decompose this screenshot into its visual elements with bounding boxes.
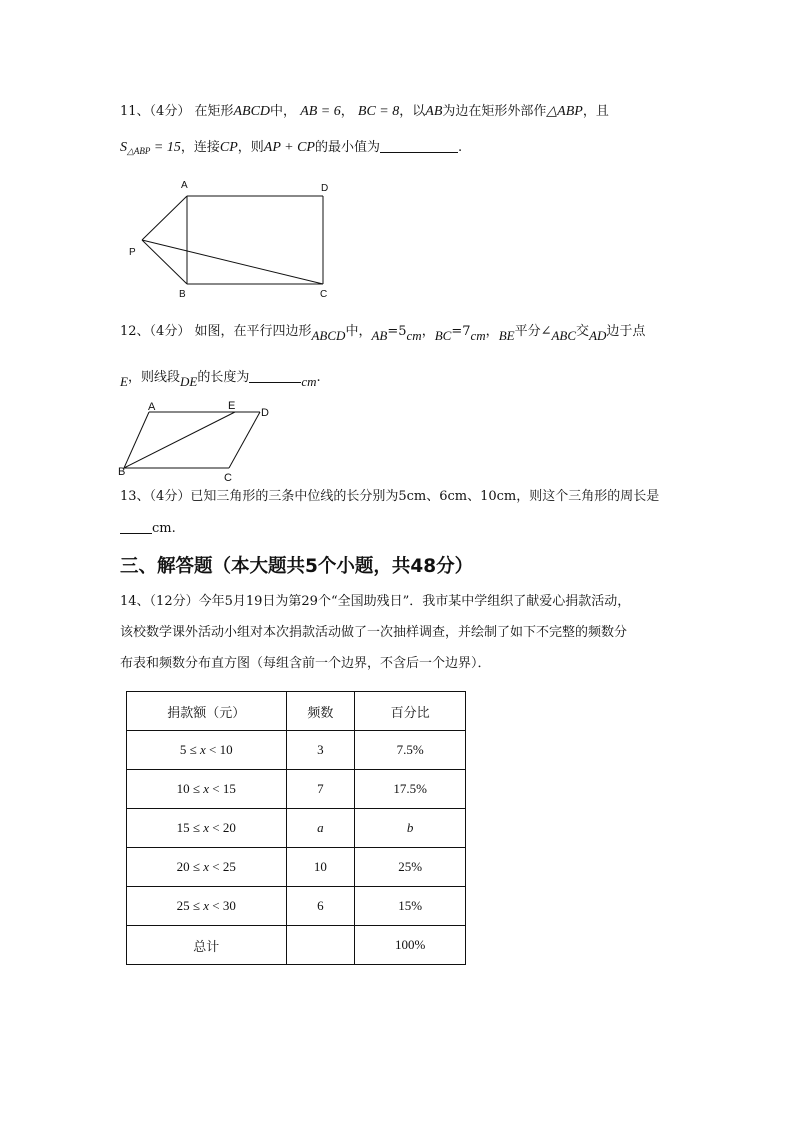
q12-de: DE [179, 374, 198, 389]
q13-line1 [120, 488, 659, 506]
frequency-cell: 6 [286, 887, 355, 926]
q12-line2 [120, 368, 321, 387]
q11-text: 的最小值为 [314, 140, 380, 155]
percentage-cell: 25% [355, 848, 466, 887]
q12-point-e: E [120, 374, 128, 389]
q11-expression: AP + CP [263, 140, 315, 155]
section3-title: 三、解答题（本大题共5个小题，共48分） [120, 556, 474, 577]
q12-angle: ABC [551, 328, 577, 343]
q12-unit: cm [470, 328, 486, 343]
q13-line2 [120, 520, 176, 538]
q12-text: ，则线段 [127, 370, 180, 385]
q12-text: 中， [345, 324, 372, 339]
q13-score: （4分） [149, 489, 191, 504]
q12-text: . [316, 370, 321, 385]
q11-figure [120, 175, 340, 305]
q11-area-value: = 15 [150, 140, 181, 155]
q11-text: . [458, 140, 463, 155]
q12-text: 的长度为 [197, 370, 250, 385]
q12-unit: cm [406, 328, 422, 343]
q12-para-name: ABCD [311, 328, 346, 343]
q11-area-symbol: S [120, 140, 127, 155]
header-amount: 捐款额（元） [127, 692, 287, 731]
q12-label-c: C [224, 472, 232, 483]
q11-bc-eq: BC = 8 [357, 104, 400, 119]
q11-label-p: P [129, 247, 136, 258]
q12-edge-ab [124, 412, 149, 468]
range-cell: 5 ≤ x < 10 [127, 731, 287, 770]
table-row [127, 809, 466, 848]
q14-line3 [120, 655, 491, 673]
q11-label-b: B [179, 289, 186, 300]
table-row [127, 887, 466, 926]
q11-text: 在矩形 [194, 104, 234, 119]
q11-cp: CP [219, 140, 238, 155]
q12-bc-value: =7 [451, 324, 471, 339]
q12-ab-value: =5 [387, 324, 407, 339]
q11-text: 为边在矩形外部作 [442, 104, 547, 119]
q11-number: 11、 [120, 104, 150, 119]
q11-score: （4分） [149, 104, 191, 119]
q12-score: （4分） [149, 324, 191, 339]
percentage-cell: 15% [355, 887, 466, 926]
q12-label-b: B [118, 466, 126, 478]
q12-text: 交 [576, 324, 590, 339]
q12-line1 [120, 322, 645, 341]
q11-answer-blank[interactable] [380, 152, 458, 153]
table-row [127, 731, 466, 770]
total-label-cell: 总计 [127, 926, 287, 965]
q14-text: 该校数学课外活动小组对本次捐款活动做了一次抽样调查，并绘制了如下不完整的频数分 [120, 625, 628, 640]
q14-text: 今年5月19日为第29个“全国助残日”．我市某中学组织了献爱心捐款活动， [198, 594, 631, 609]
q14-text: 布表和频数分布直方图（每组含前一个边界，不含后一个边界）． [120, 656, 491, 671]
q12-text: 平分∠ [514, 324, 552, 339]
q12-unit: cm [301, 374, 317, 389]
q14-line2 [120, 624, 627, 642]
range-cell: 10 ≤ x < 15 [127, 770, 287, 809]
q12-text: 边于点 [606, 324, 646, 339]
header-frequency: 频数 [286, 692, 355, 731]
frequency-cell: 3 [286, 731, 355, 770]
q12-edge-be [124, 412, 235, 468]
frequency-cell: 10 [286, 848, 355, 887]
total-percentage-cell: 100% [355, 926, 466, 965]
q12-label-e: E [228, 400, 236, 412]
q11-line2 [120, 139, 462, 160]
q12-text: ， [485, 324, 499, 339]
q11-label-c: C [320, 289, 328, 300]
q12-figure [118, 397, 278, 483]
q12-answer-blank[interactable] [249, 382, 301, 383]
table-row [127, 848, 466, 887]
q11-edge-pa [142, 196, 187, 240]
q12-text: 如图，在平行四边形 [194, 324, 312, 339]
table-header-row [127, 692, 466, 731]
q11-text: ，以 [399, 104, 426, 119]
percentage-cell: 17.5% [355, 770, 466, 809]
q13-number: 13、 [120, 489, 150, 504]
q11-text: ，则 [237, 140, 264, 155]
q12-label-a: A [148, 401, 156, 413]
q11-edge-pc [142, 240, 323, 284]
q12-text: ， [421, 324, 435, 339]
q11-ab-seg: AB [425, 104, 443, 119]
section3-heading [120, 552, 473, 578]
q13-text: 已知三角形的三条中位线的长分别为5cm、6cm、10cm，则这个三角形的周长是 [190, 489, 660, 504]
range-cell: 20 ≤ x < 25 [127, 848, 287, 887]
q11-triangle: △ABP [546, 104, 583, 119]
q13-unit: cm. [152, 521, 176, 536]
frequency-table [126, 691, 466, 965]
q11-line1 [120, 103, 609, 121]
q11-ab-eq: AB = 6 [300, 104, 341, 119]
percentage-cell: 7.5% [355, 731, 466, 770]
q14-score: （12分） [149, 594, 199, 609]
q13-answer-blank[interactable] [120, 533, 152, 534]
q12-bc: BC [434, 328, 452, 343]
q12-ad: AD [589, 328, 607, 343]
frequency-cell: 7 [286, 770, 355, 809]
q11-text: ， [340, 104, 354, 119]
header-percentage: 百分比 [355, 692, 466, 731]
table-total-row [127, 926, 466, 965]
q14-number: 14、 [120, 594, 150, 609]
q11-label-d: D [321, 183, 329, 194]
q11-text: ，连接 [180, 140, 220, 155]
q12-ab: AB [371, 328, 388, 343]
frequency-cell: a [286, 809, 355, 848]
q11-text: ，且 [582, 104, 609, 119]
q14-line1 [120, 593, 630, 611]
q12-edge-dc [229, 412, 260, 468]
q11-text: 中， [270, 104, 297, 119]
total-frequency-cell [286, 926, 355, 965]
percentage-cell: b [355, 809, 466, 848]
q12-label-d: D [261, 407, 269, 419]
q11-label-a: A [181, 180, 188, 191]
table-row [127, 770, 466, 809]
q11-edge-pb [142, 240, 187, 284]
q12-be: BE [498, 328, 515, 343]
q11-area-sub: △ABP [127, 146, 151, 156]
range-cell: 15 ≤ x < 20 [127, 809, 287, 848]
range-cell: 25 ≤ x < 30 [127, 887, 287, 926]
q12-number: 12、 [120, 324, 150, 339]
q11-rect-name: ABCD [233, 104, 271, 119]
